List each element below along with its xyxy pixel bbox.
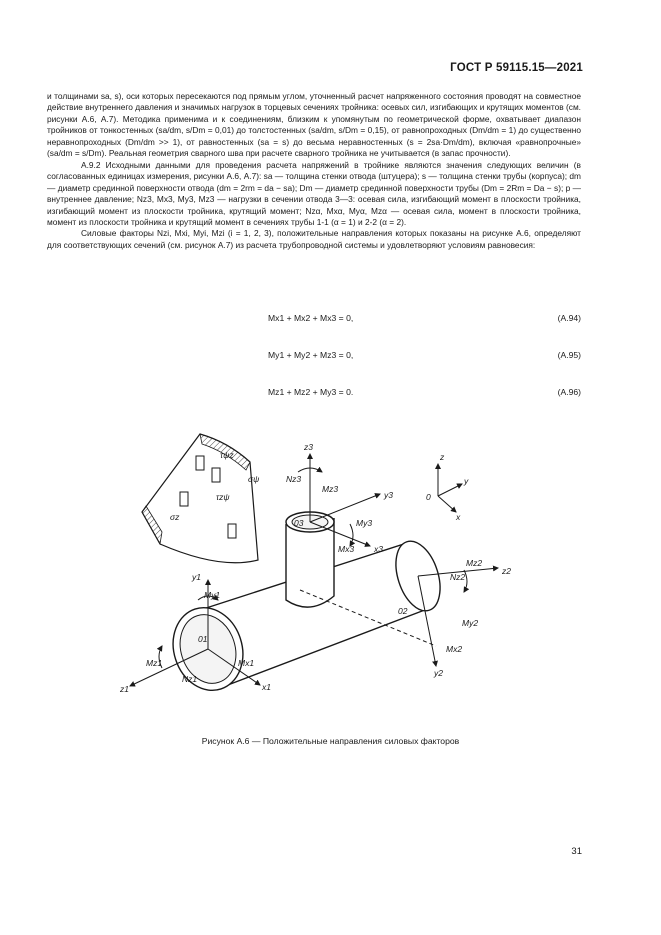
label-triad-y: y [464, 476, 469, 486]
label-x1: x1 [262, 682, 271, 692]
label-tau-psiz: τψz [220, 450, 234, 460]
triad-y [438, 484, 462, 496]
label-mz1: Mz1 [146, 658, 163, 668]
label-nz2: Nz2 [450, 572, 466, 582]
label-o2: 02 [398, 606, 408, 616]
equation-a95: My1 + My2 + Mz3 = 0, [268, 350, 354, 360]
tee-force-diagram [100, 420, 560, 740]
equation-number-a94: (А.94) [557, 313, 581, 323]
label-triad-x: x [456, 512, 461, 522]
label-mz3: Mz3 [322, 484, 339, 494]
label-my2: My2 [462, 618, 479, 628]
label-my3: My3 [356, 518, 373, 528]
label-triad-z: z [440, 452, 445, 462]
equation-a96: Mz1 + Mz2 + My3 = 0. [268, 387, 354, 397]
equation-number-a96: (А.96) [557, 387, 581, 397]
label-z1: z1 [120, 684, 129, 694]
label-z2: z2 [502, 566, 511, 576]
label-o3: 03 [294, 518, 304, 528]
label-y2: y2 [434, 668, 443, 678]
label-mx3: Mx3 [338, 544, 355, 554]
equation-a94: Mx1 + Mx2 + Mx3 = 0, [268, 313, 354, 323]
figure-caption: Рисунок А.6 — Положительные направления силовых факторов [201, 736, 460, 746]
label-x3: x3 [374, 544, 383, 554]
label-o1: 01 [198, 634, 208, 644]
label-tau-zpsi: τzψ [216, 492, 230, 502]
label-sigma-psi: σψ [248, 474, 260, 484]
triad-x [438, 496, 456, 512]
label-mz2: Mz2 [466, 558, 483, 568]
label-sigma-z: σz [170, 512, 180, 522]
label-y3: y3 [384, 490, 393, 500]
moment-arc-my3 [350, 524, 353, 546]
paragraph-force-factors: Силовые факторы Nzi, Mxi, Myi, Mzi (i = 1, 2, 3), положительные направления которых показаны на рисунке А.6, определяют для соответствующих сечений (см. рисунок А.7) из расчета трубопроводной системы и удовлетворяют условиям равновесия: [47, 228, 581, 250]
label-my1: My1 [204, 590, 221, 600]
paragraph-a-9-2: А.9.2 Исходными данными для проведения расчета напряжений в тройнике являются значения следующих величин (в согласованных единицах измерения, рисунки А.6, А.7): sa — толщина стенки отвода (штуцера); s — толщина стенки трубы (корпуса); dm — диаметр срединной поверхности отвода (dm = 2rm = da − sa); Dm — диаметр срединной поверхности трубы (Dm = 2Rm = Da − s); p — внутреннее давление; Nz3, Mx3, My3, Mz3 — нагрузки в сечении отвода 3—3: осевая сила, изгибающий момент в плоскости тройника, изгибающий момент из плоскости тройника, крутящий момент; Nzα, Mxα, Myα, Mzα — осевая сила, момент в плоскости тройника, момент из плоскости тройника и крутящий момент в сечениях трубы 1-1 (α = 1) и 2-2 (α = 2). [47, 159, 581, 227]
label-triad-0: 0 [426, 492, 431, 502]
label-mx2: Mx2 [446, 644, 463, 654]
label-z3: z3 [304, 442, 313, 452]
equation-number-a95: (А.95) [557, 350, 581, 360]
page-number: 31 [571, 846, 582, 857]
label-nz1: Nz1 [182, 674, 198, 684]
label-y1: y1 [192, 572, 201, 582]
body-text [47, 91, 581, 251]
label-mx1: Mx1 [238, 658, 255, 668]
paragraph-continuation: и толщинами sa, s), оси которых пересекаются под прямым углом, уточненный расчет напряженного состояния проводят на совместное действие внутреннего давления и значимых нагрузок в торцевых сечениях тройника: осевых сил, изгибающих и крутящих моментов (см. рисунки А.6, А.7). Методика применима и к соединениям, близким к упомянутым по геометрической форме, охватывает диапазон тройников от тонкостенных (sa/dm, s/Dm = 0,01) до толстостенных (sa/dm, s/Dm = 0,15), от равнопроходных (Dm/dm = 1) до существенно неравнопроходных (Dm/dm >> 1), от равностенных (sa = s) до весьма неравностенных (s = 2sa·Dm/dm), включая «равнопрочные» (sa/dm = s/Dm). Реальная геометрия сварного шва при расчете сварного тройника не учитывается (в запас прочности). [47, 91, 581, 159]
document-code-header: ГОСТ Р 59115.15—2021 [450, 62, 583, 74]
label-nz3: Nz3 [286, 474, 302, 484]
